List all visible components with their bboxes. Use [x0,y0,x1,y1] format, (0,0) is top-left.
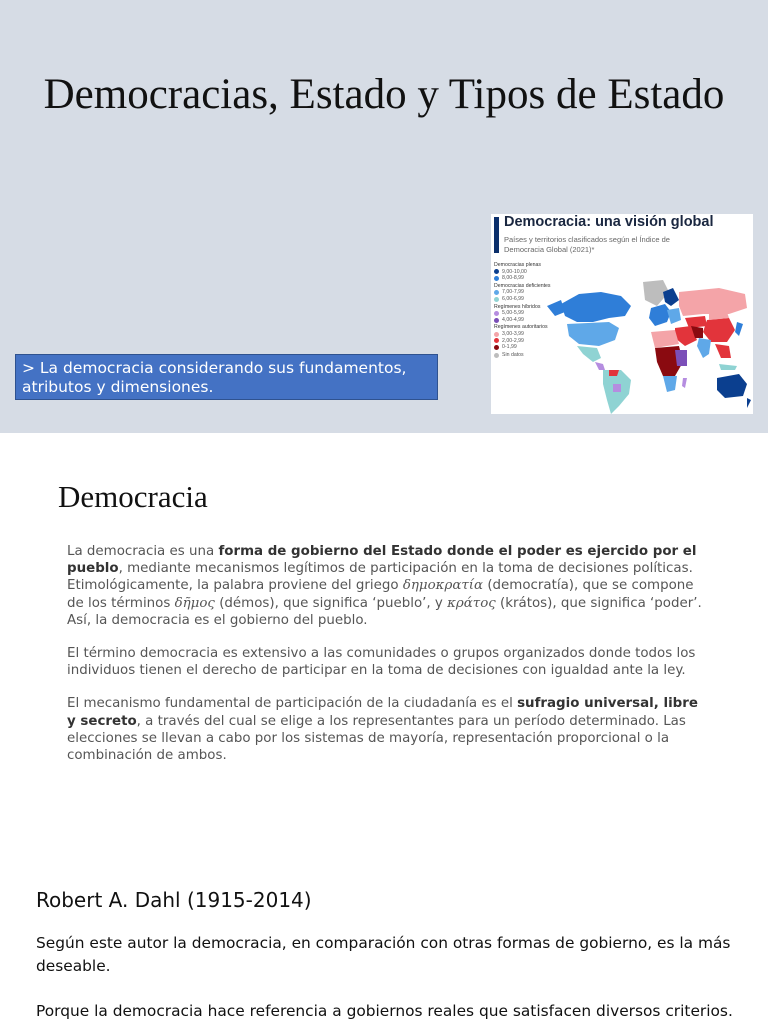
legend-swatch [494,353,499,358]
legend-label: 3,00-3,99 [502,330,524,337]
democracia-paragraph-1 [67,543,707,629]
map-eastern-europe [667,308,681,324]
map-alaska [547,300,565,316]
text-run: (démos), que significa ‘pueblo’, y [214,595,448,611]
map-bolivia [613,384,621,392]
subtitle-box: > La democracia considerando sus fundamentos, atributos y dimensiones. [15,354,438,400]
democracia-body [67,543,707,780]
legend-swatch [494,290,499,295]
legend-label: Sin datos [502,351,524,358]
legend-swatch [494,332,499,337]
bold-sufragio: sufragio universal, libre y secreto [67,696,698,729]
text-run: , mediante mecanismos legítimos de participación en la toma de decisiones políticas. Etimológicamente, la palabra proviene del griego [67,561,693,594]
legend-heading: Democracias plenas [494,262,541,268]
dahl-paragraph-1: Según este autor la democracia, en comparación con otras formas de gobierno, es la más deseable. [36,934,731,975]
infographic-accent-bar [494,217,499,253]
map-western-europe [649,304,671,326]
dahl-heading: Robert A. Dahl (1915-2014) [36,888,312,912]
slide-title: Democracias, Estado y Tipos de Estado [43,71,725,118]
world-map [539,266,751,414]
dahl-paragraph-2: Porque la democracia hace referencia a gobiernos reales que satisfacen diversos criterios. [36,1002,733,1020]
legend-label: 6,00-6,99 [502,295,524,302]
map-china [703,318,735,342]
map-madagascar [682,378,687,388]
map-usa [567,322,619,346]
legend-swatch [494,276,499,281]
map-mexico [577,346,601,362]
legend-label: 0-1,99 [502,344,517,351]
legend-swatch [494,338,499,343]
greek-word: δῆμος [174,595,215,611]
map-canada [561,292,631,322]
infographic-title: Democracia: una visión global [504,214,714,230]
text-run: , a través del cual se elige a los representantes para un período determinado. Las elecciones se llevan a cabo por los sistemas de mayoría, representación proporcional o la combinación de ambos. [67,713,686,764]
legend-label: 5,00-5,99 [502,310,524,317]
democracia-heading: Democracia [58,479,208,514]
legend-swatch [494,297,499,302]
map-central-america [595,362,605,370]
legend-label: 9,00-10,00 [502,268,527,275]
map-kazakhstan [685,316,707,328]
bold-definition: forma de gobierno del Estado donde el poder es ejercido por el pueblo [67,544,697,577]
greek-word: κράτος [447,595,496,611]
map-new-zealand [747,398,751,408]
democracia-paragraph-3 [67,695,707,764]
legend-swatch [494,318,499,323]
map-india [697,338,711,358]
infographic-subtitle: Países y territorios clasificados según el Índice de Democracia Global (2021)* [504,235,670,254]
map-southern-africa [663,376,677,392]
legend-swatch [494,269,499,274]
democracy-infographic [491,214,753,414]
legend-swatch [494,311,499,316]
map-australia [717,374,747,398]
legend-label: 2,00-2,99 [502,337,524,344]
map-east-africa [675,350,687,366]
legend-heading: Regímenes híbridos [494,303,541,310]
map-russia [679,288,747,316]
text-run: El mecanismo fundamental de participación de la ciudadanía es el [67,696,518,712]
map-indonesia [719,364,737,370]
text-run: (krátos), que significa ‘poder’. Así, la democracia es el gobierno del pueblo. [67,595,702,628]
map-north-africa [651,330,679,348]
map-japan [735,322,743,336]
title-slide [0,0,768,433]
greek-word: δημοκρατία [402,578,484,594]
map-southeast-asia [715,344,731,358]
legend-heading: Regímenes autoritarios [494,324,548,331]
text-run: La democracia es una [67,544,219,559]
legend-heading: Democracias deficientes [494,282,551,289]
legend-swatch [494,345,499,350]
legend-label: 7,00-7,99 [502,289,524,296]
text-run: (democratía), que se compone de los términos [67,578,694,611]
legend-label: 8,00-8,99 [502,275,524,282]
legend-label: 4,00-4,99 [502,316,524,323]
democracia-paragraph-2: El término democracia es extensivo a las comunidades o grupos organizados donde todos los individuos tienen el derecho de participar en la toma de decisiones con igualdad ante la ley. [67,646,696,679]
